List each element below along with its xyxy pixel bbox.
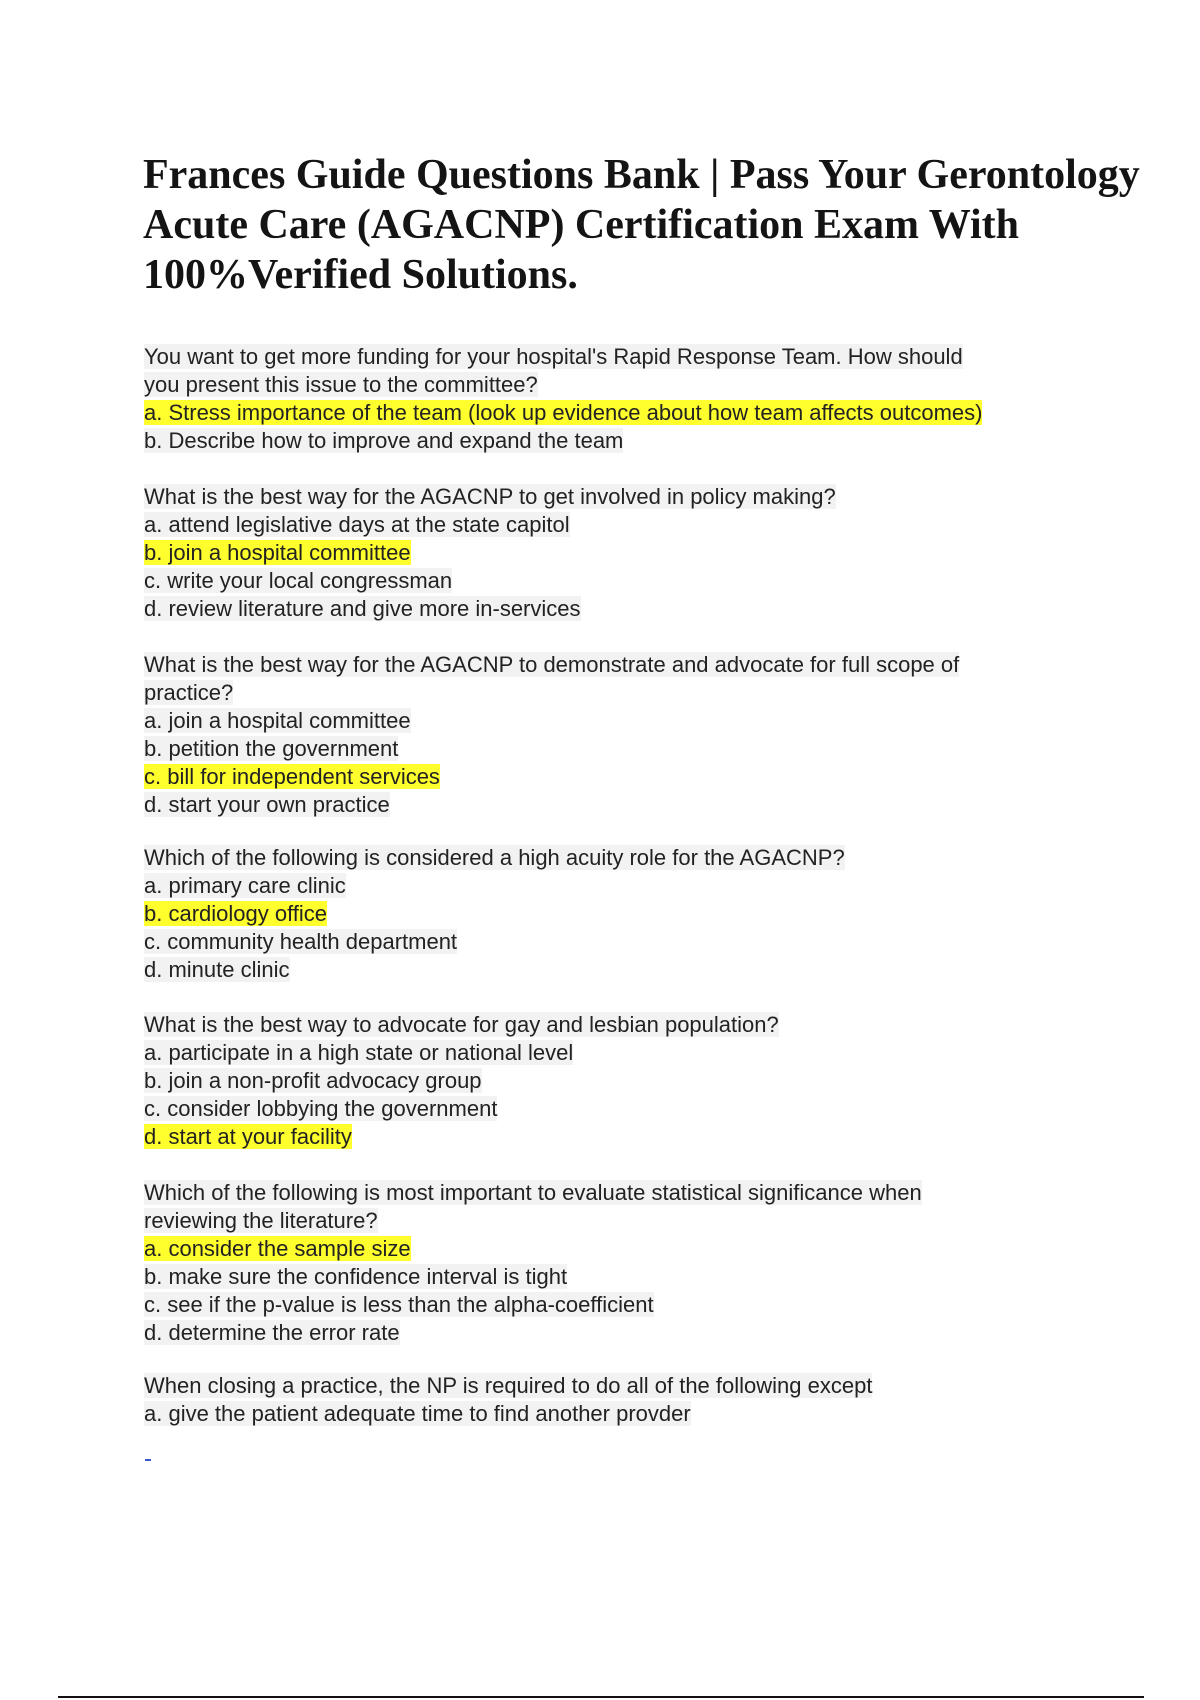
question-6-option-a: a. consider the sample size bbox=[144, 1236, 411, 1261]
question-2-option-a: a. attend legislative days at the state capitol bbox=[144, 512, 570, 537]
question-1-option-b: b. Describe how to improve and expand the team bbox=[144, 428, 624, 453]
document-title bbox=[143, 150, 1193, 300]
question-block-3 bbox=[144, 651, 1184, 819]
question-5-option-c: c. consider lobbying the government bbox=[144, 1096, 498, 1121]
question-5-option-d: d. start at your facility bbox=[144, 1124, 352, 1149]
question-6-option-b: b. make sure the confidence interval is tight bbox=[144, 1264, 568, 1289]
question-6-option-d: d. determine the error rate bbox=[144, 1320, 400, 1345]
question-6-text-line-2: reviewing the literature? bbox=[144, 1208, 378, 1233]
question-block-1 bbox=[144, 343, 1184, 455]
question-7-option-a: a. give the patient adequate time to find another provder bbox=[144, 1401, 691, 1426]
question-3-option-d: d. start your own practice bbox=[144, 792, 390, 817]
question-5-option-a: a. participate in a high state or national level bbox=[144, 1040, 574, 1065]
question-2-text-line-1: What is the best way for the AGACNP to get involved in policy making? bbox=[144, 484, 836, 509]
question-2-option-d: d. review literature and give more in-services bbox=[144, 596, 581, 621]
question-5-text-line-1: What is the best way to advocate for gay and lesbian population? bbox=[144, 1012, 779, 1037]
question-4-option-b: b. cardiology office bbox=[144, 901, 328, 926]
question-4-text-line-1: Which of the following is considered a high acuity role for the AGACNP? bbox=[144, 845, 845, 870]
question-2-option-b: b. join a hospital committee bbox=[144, 540, 411, 565]
question-3-option-c: c. bill for independent services bbox=[144, 764, 440, 789]
title-line-2: Acute Care (AGACNP) Certification Exam With bbox=[143, 202, 1020, 248]
question-2-option-c: c. write your local congressman bbox=[144, 568, 453, 593]
footer-divider bbox=[58, 1696, 1144, 1698]
question-3-option-b: b. petition the government bbox=[144, 736, 399, 761]
question-1-text-line-2: you present this issue to the committee? bbox=[144, 372, 538, 397]
question-3-text-line-1: What is the best way for the AGACNP to demonstrate and advocate for full scope of bbox=[144, 652, 960, 677]
question-1-text-line-1: You want to get more funding for your hospital's Rapid Response Team. How should bbox=[144, 344, 963, 369]
question-4-option-a: a. primary care clinic bbox=[144, 873, 346, 898]
question-6-option-c: c. see if the p-value is less than the alpha-coefficient bbox=[144, 1292, 654, 1317]
title-line-3: 100%Verified Solutions. bbox=[143, 252, 578, 298]
question-3-option-a: a. join a hospital committee bbox=[144, 708, 411, 733]
link-dash-mark bbox=[145, 1459, 151, 1461]
question-block-2 bbox=[144, 483, 1184, 623]
question-5-option-b: b. join a non-profit advocacy group bbox=[144, 1068, 482, 1093]
question-1-option-a: a. Stress importance of the team (look up evidence about how team affects outcomes) bbox=[144, 400, 983, 425]
question-4-option-d: d. minute clinic bbox=[144, 957, 290, 982]
question-4-option-c: c. community health department bbox=[144, 929, 458, 954]
question-6-text-line-1: Which of the following is most important to evaluate statistical significance when bbox=[144, 1180, 922, 1205]
question-block-7 bbox=[144, 1372, 1184, 1428]
question-3-text-line-2: practice? bbox=[144, 680, 234, 705]
question-block-6 bbox=[144, 1179, 1184, 1347]
question-block-4 bbox=[144, 844, 1184, 984]
question-block-5 bbox=[144, 1011, 1184, 1151]
question-7-text-line-1: When closing a practice, the NP is required to do all of the following except bbox=[144, 1373, 873, 1398]
title-line-1: Frances Guide Questions Bank | Pass Your Gerontology bbox=[143, 152, 1140, 198]
